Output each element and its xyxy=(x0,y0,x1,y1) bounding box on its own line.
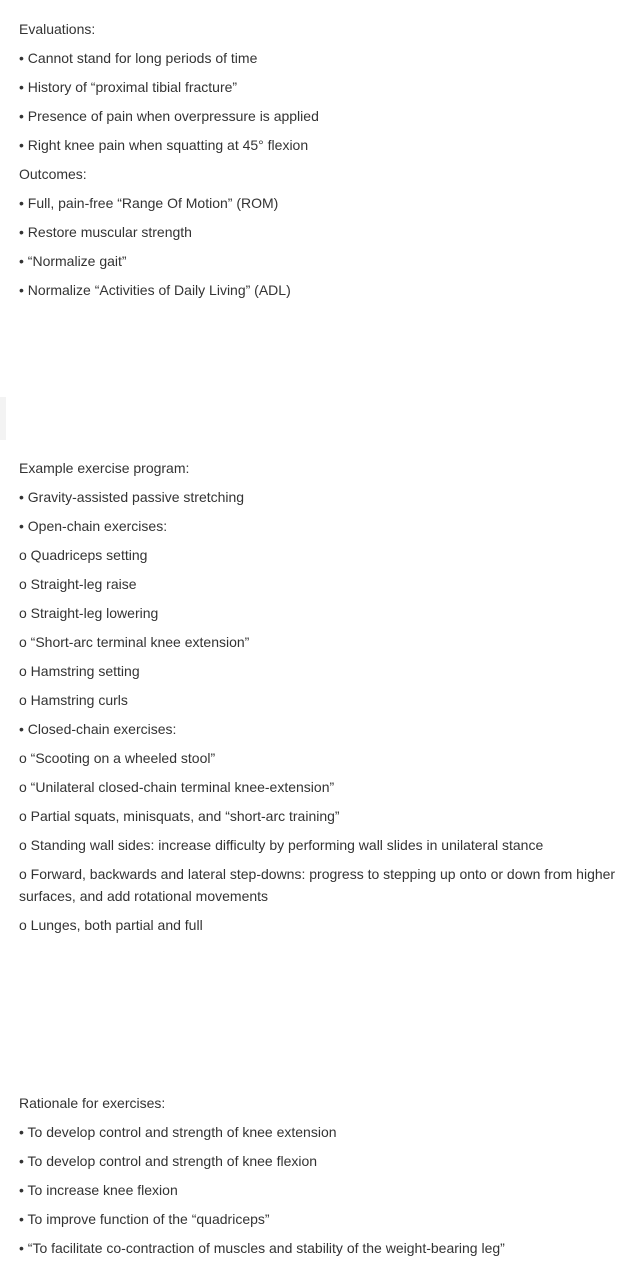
exercise-subitem: o Partial squats, minisquats, and “short-arc training” xyxy=(19,808,340,824)
rationale-item: • To improve function of the “quadriceps” xyxy=(19,1211,270,1227)
rationale-item: • To develop control and strength of knee flexion xyxy=(19,1153,318,1169)
exercise-subitem: o Quadriceps setting xyxy=(19,547,148,563)
outcome-item: • Normalize “Activities of Daily Living” (ADL) xyxy=(19,282,291,298)
outcomes-heading: Outcomes: xyxy=(19,166,87,182)
evaluations-heading: Evaluations: xyxy=(19,21,96,37)
exercise-subitem: o Straight-leg lowering xyxy=(19,605,159,621)
evaluation-item: • Presence of pain when overpressure is applied xyxy=(19,108,319,124)
exercise-subitem: o Standing wall sides: increase difficulty by performing wall slides in unilateral stance xyxy=(19,837,544,853)
exercise-subitem: o Straight-leg raise xyxy=(19,576,137,592)
exercise-item: • Open-chain exercises: xyxy=(19,518,168,534)
exercise-subitem: o Forward, backwards and lateral step-downs: progress to stepping up onto or down from higher surfaces, and add rotational movements xyxy=(19,866,616,904)
rationale-item: • To develop control and strength of knee extension xyxy=(19,1124,337,1140)
exercise-subitem: o Lunges, both partial and full xyxy=(19,917,203,933)
rationale-heading: Rationale for exercises: xyxy=(19,1095,166,1111)
exercise-subitem: o “Scooting on a wheeled stool” xyxy=(19,750,216,766)
exercise-subitem: o “Short-arc terminal knee extension” xyxy=(19,634,250,650)
exercise-program-heading: Example exercise program: xyxy=(19,460,190,476)
exercise-item: • Closed-chain exercises: xyxy=(19,721,177,737)
rationale-item: • “To facilitate co-contraction of muscles and stability of the weight-bearing leg” xyxy=(19,1240,505,1256)
outcome-item: • Full, pain-free “Range Of Motion” (ROM) xyxy=(19,195,279,211)
exercise-subitem: o Hamstring setting xyxy=(19,663,140,679)
evaluation-item: • History of “proximal tibial fracture” xyxy=(19,79,238,95)
rationale-item: • To increase knee flexion xyxy=(19,1182,178,1198)
evaluation-item: • Right knee pain when squatting at 45° flexion xyxy=(19,137,309,153)
outcome-item: • “Normalize gait” xyxy=(19,253,127,269)
evaluation-item: • Cannot stand for long periods of time xyxy=(19,50,258,66)
outcome-item: • Restore muscular strength xyxy=(19,224,192,240)
exercise-subitem: o Hamstring curls xyxy=(19,692,128,708)
exercise-item: • Gravity-assisted passive stretching xyxy=(19,489,245,505)
section-divider xyxy=(0,397,6,440)
exercise-subitem: o “Unilateral closed-chain terminal knee-extension” xyxy=(19,779,335,795)
